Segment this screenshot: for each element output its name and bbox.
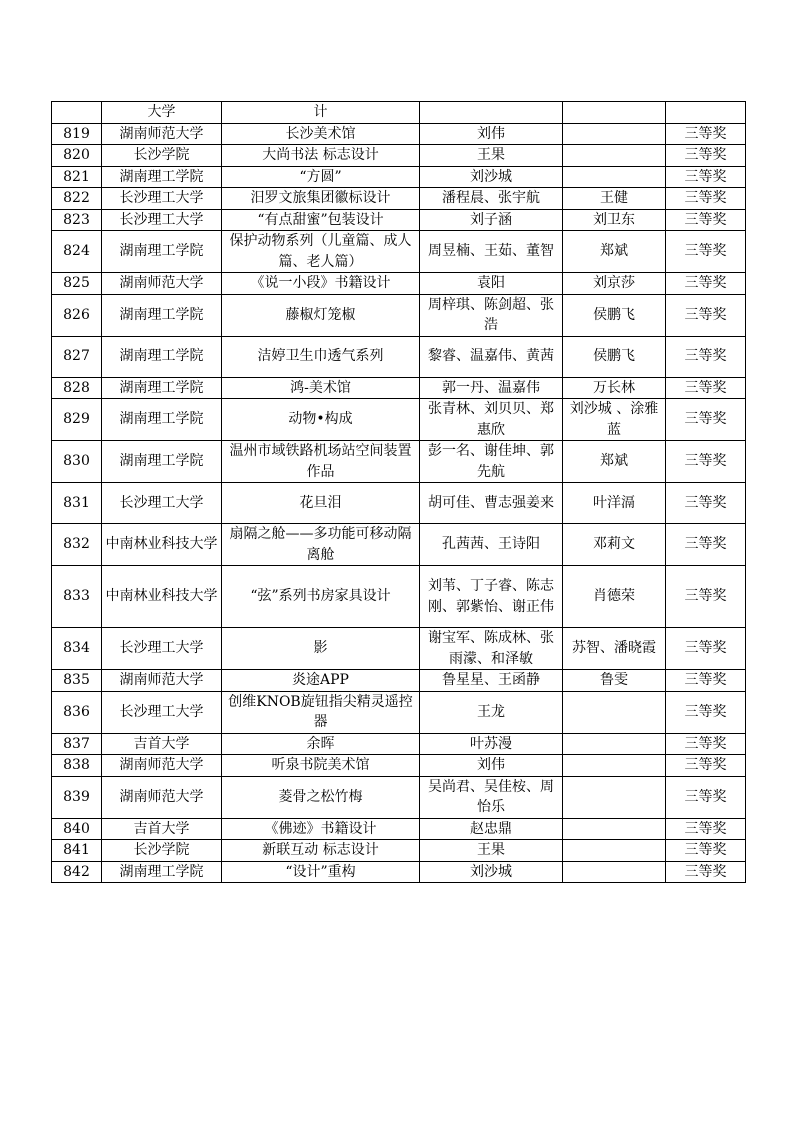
cell-no: 829 — [52, 399, 102, 441]
cell-award: 三等奖 — [666, 441, 746, 483]
cell-school: 长沙理工大学 — [102, 691, 222, 733]
table-row — [52, 691, 746, 733]
cell-no: 819 — [52, 123, 102, 145]
cell-school: 长沙理工大学 — [102, 628, 222, 670]
cell-title: 创维KNOB旋钮指尖精灵遥控器 — [222, 691, 420, 733]
cell-no: 833 — [52, 566, 102, 628]
cell-award: 三等奖 — [666, 231, 746, 273]
cell-award: 三等奖 — [666, 733, 746, 755]
cell-title: 《说一小段》书籍设计 — [222, 273, 420, 295]
table-row — [52, 483, 746, 524]
cell-authors: 刘苇、丁子睿、陈志刚、郭紫怡、谢正伟 — [420, 566, 563, 628]
cell-school: 湖南理工学院 — [102, 441, 222, 483]
cell-authors: 王龙 — [420, 691, 563, 733]
cell-no: 824 — [52, 231, 102, 273]
cell-advisor: 叶洋滆 — [563, 483, 666, 524]
cell-authors: 彭一名、谢佳坤、郭先航 — [420, 441, 563, 483]
cell-advisor — [563, 755, 666, 777]
cell-school: 长沙理工大学 — [102, 209, 222, 231]
table-row — [52, 776, 746, 818]
cell-title: 计 — [222, 102, 420, 124]
cell-award: 三等奖 — [666, 145, 746, 167]
cell-school: 湖南理工学院 — [102, 166, 222, 188]
cell-no — [52, 102, 102, 124]
cell-advisor — [563, 166, 666, 188]
cell-title: 大尚书法 标志设计 — [222, 145, 420, 167]
cell-no: 826 — [52, 294, 102, 336]
cell-authors: 郭一丹、温嘉伟 — [420, 377, 563, 399]
cell-no: 825 — [52, 273, 102, 295]
cell-title: 炎途APP — [222, 670, 420, 692]
table-row — [52, 628, 746, 670]
table-row — [52, 294, 746, 336]
cell-award: 三等奖 — [666, 524, 746, 566]
cell-advisor — [563, 102, 666, 124]
cell-award: 三等奖 — [666, 209, 746, 231]
cell-award: 三等奖 — [666, 818, 746, 840]
table-row — [52, 399, 746, 441]
cell-no: 827 — [52, 336, 102, 377]
cell-title: 影 — [222, 628, 420, 670]
cell-title: 鸿-美术馆 — [222, 377, 420, 399]
cell-advisor — [563, 861, 666, 883]
cell-authors: 刘沙城 — [420, 166, 563, 188]
cell-school: 长沙学院 — [102, 145, 222, 167]
cell-no: 831 — [52, 483, 102, 524]
cell-authors: 胡可佳、曹志强姜来 — [420, 483, 563, 524]
cell-school: 湖南师范大学 — [102, 273, 222, 295]
cell-advisor: 鲁雯 — [563, 670, 666, 692]
cell-award: 三等奖 — [666, 566, 746, 628]
cell-award: 三等奖 — [666, 273, 746, 295]
cell-authors: 鲁星星、王函静 — [420, 670, 563, 692]
cell-school: 吉首大学 — [102, 818, 222, 840]
cell-award: 三等奖 — [666, 377, 746, 399]
cell-no: 841 — [52, 840, 102, 862]
cell-title: “弦”系列书房家具设计 — [222, 566, 420, 628]
cell-award: 三等奖 — [666, 776, 746, 818]
table-row — [52, 818, 746, 840]
table-row — [52, 755, 746, 777]
cell-award: 三等奖 — [666, 123, 746, 145]
table-row — [52, 336, 746, 377]
cell-authors: 周梓琪、陈剑超、张浩 — [420, 294, 563, 336]
table-row — [52, 145, 746, 167]
cell-no: 836 — [52, 691, 102, 733]
cell-authors: 王果 — [420, 145, 563, 167]
cell-award — [666, 102, 746, 124]
cell-no: 822 — [52, 188, 102, 210]
cell-title: 菱骨之松竹梅 — [222, 776, 420, 818]
cell-title: “设计”重构 — [222, 861, 420, 883]
cell-authors: 吴尚君、吴佳桉、周怡乐 — [420, 776, 563, 818]
cell-title: “方圆” — [222, 166, 420, 188]
cell-no: 839 — [52, 776, 102, 818]
cell-title: 《佛迹》书籍设计 — [222, 818, 420, 840]
cell-school: 湖南理工学院 — [102, 231, 222, 273]
table-row — [52, 166, 746, 188]
cell-no: 821 — [52, 166, 102, 188]
cell-no: 828 — [52, 377, 102, 399]
cell-title: 扇隔之舱——多功能可移动隔离舱 — [222, 524, 420, 566]
cell-authors: 刘子涵 — [420, 209, 563, 231]
cell-title: 新联互动 标志设计 — [222, 840, 420, 862]
cell-advisor — [563, 818, 666, 840]
cell-school: 湖南师范大学 — [102, 755, 222, 777]
cell-no: 835 — [52, 670, 102, 692]
cell-school: 长沙理工大学 — [102, 188, 222, 210]
cell-advisor: 郑斌 — [563, 441, 666, 483]
cell-title: 藤椒灯笼椒 — [222, 294, 420, 336]
cell-advisor: 刘京莎 — [563, 273, 666, 295]
cell-authors: 王果 — [420, 840, 563, 862]
cell-authors: 刘沙城 — [420, 861, 563, 883]
cell-advisor: 苏智、潘晓霞 — [563, 628, 666, 670]
cell-school: 长沙学院 — [102, 840, 222, 862]
cell-authors: 张青林、刘贝贝、郑惠欣 — [420, 399, 563, 441]
cell-award: 三等奖 — [666, 691, 746, 733]
cell-school: 湖南师范大学 — [102, 670, 222, 692]
cell-advisor: 侯鹏飞 — [563, 336, 666, 377]
cell-advisor — [563, 691, 666, 733]
cell-authors: 赵忠鼎 — [420, 818, 563, 840]
cell-advisor: 肖德荣 — [563, 566, 666, 628]
cell-advisor: 刘卫东 — [563, 209, 666, 231]
cell-award: 三等奖 — [666, 399, 746, 441]
cell-title: 温州市域铁路机场站空间装置作品 — [222, 441, 420, 483]
cell-authors: 黎睿、温嘉伟、黄茜 — [420, 336, 563, 377]
continued-header-row — [52, 102, 746, 124]
cell-award: 三等奖 — [666, 840, 746, 862]
cell-no: 832 — [52, 524, 102, 566]
cell-title: “有点甜蜜”包装设计 — [222, 209, 420, 231]
table-row — [52, 123, 746, 145]
table-row — [52, 209, 746, 231]
cell-authors: 刘伟 — [420, 123, 563, 145]
table-row — [52, 441, 746, 483]
cell-title: 听泉书院美术馆 — [222, 755, 420, 777]
cell-school: 湖南理工学院 — [102, 294, 222, 336]
cell-authors: 谢宝军、陈成林、张雨濛、和泽敏 — [420, 628, 563, 670]
table-row — [52, 840, 746, 862]
cell-award: 三等奖 — [666, 670, 746, 692]
table-row — [52, 524, 746, 566]
table-row — [52, 273, 746, 295]
cell-title: 洁婷卫生巾透气系列 — [222, 336, 420, 377]
cell-advisor — [563, 123, 666, 145]
cell-no: 834 — [52, 628, 102, 670]
cell-school: 中南林业科技大学 — [102, 566, 222, 628]
cell-award: 三等奖 — [666, 188, 746, 210]
cell-advisor — [563, 145, 666, 167]
cell-award: 三等奖 — [666, 483, 746, 524]
cell-advisor: 邓莉文 — [563, 524, 666, 566]
cell-advisor: 郑斌 — [563, 231, 666, 273]
cell-award: 三等奖 — [666, 755, 746, 777]
cell-title: 汨罗文旅集团徽标设计 — [222, 188, 420, 210]
cell-title: 余晖 — [222, 733, 420, 755]
cell-school: 大学 — [102, 102, 222, 124]
table-row — [52, 377, 746, 399]
cell-advisor — [563, 776, 666, 818]
table-row — [52, 231, 746, 273]
table-row — [52, 670, 746, 692]
cell-advisor — [563, 840, 666, 862]
cell-no: 820 — [52, 145, 102, 167]
cell-title: 动物•构成 — [222, 399, 420, 441]
award-table — [51, 101, 746, 883]
cell-no: 823 — [52, 209, 102, 231]
cell-no: 840 — [52, 818, 102, 840]
cell-award: 三等奖 — [666, 294, 746, 336]
cell-school: 长沙理工大学 — [102, 483, 222, 524]
cell-school: 湖南师范大学 — [102, 776, 222, 818]
cell-no: 830 — [52, 441, 102, 483]
cell-advisor: 王健 — [563, 188, 666, 210]
cell-award: 三等奖 — [666, 166, 746, 188]
cell-school: 湖南理工学院 — [102, 399, 222, 441]
cell-school: 中南林业科技大学 — [102, 524, 222, 566]
cell-award: 三等奖 — [666, 628, 746, 670]
cell-advisor: 侯鹏飞 — [563, 294, 666, 336]
cell-school: 湖南理工学院 — [102, 861, 222, 883]
table-row — [52, 188, 746, 210]
cell-authors: 刘伟 — [420, 755, 563, 777]
cell-title: 长沙美术馆 — [222, 123, 420, 145]
cell-school: 湖南师范大学 — [102, 123, 222, 145]
table-row — [52, 566, 746, 628]
table-row — [52, 733, 746, 755]
cell-authors: 潘程晨、张宇航 — [420, 188, 563, 210]
cell-authors: 孔茜茜、王诗阳 — [420, 524, 563, 566]
cell-award: 三等奖 — [666, 336, 746, 377]
cell-title: 保护动物系列（儿童篇、成人篇、老人篇） — [222, 231, 420, 273]
cell-school: 湖南理工学院 — [102, 377, 222, 399]
cell-title: 花旦泪 — [222, 483, 420, 524]
cell-authors: 叶苏漫 — [420, 733, 563, 755]
cell-award: 三等奖 — [666, 861, 746, 883]
cell-no: 837 — [52, 733, 102, 755]
cell-school: 湖南理工学院 — [102, 336, 222, 377]
cell-advisor: 万长林 — [563, 377, 666, 399]
cell-advisor: 刘沙城 、涂雅蓝 — [563, 399, 666, 441]
table-row — [52, 861, 746, 883]
cell-authors — [420, 102, 563, 124]
cell-no: 838 — [52, 755, 102, 777]
cell-school: 吉首大学 — [102, 733, 222, 755]
cell-authors: 周昱楠、王茹、董智 — [420, 231, 563, 273]
cell-authors: 袁阳 — [420, 273, 563, 295]
cell-no: 842 — [52, 861, 102, 883]
cell-advisor — [563, 733, 666, 755]
